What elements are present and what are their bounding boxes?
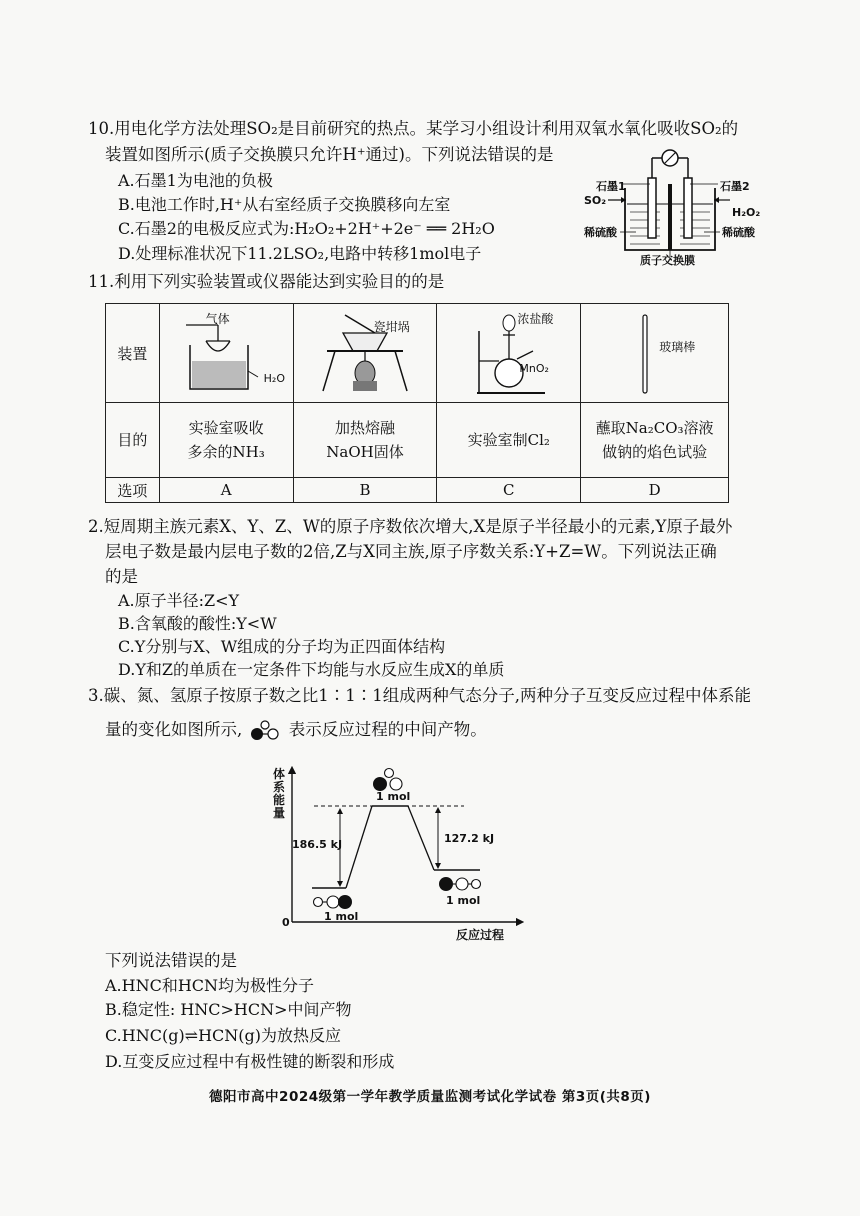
- q10-option-d: D.处理标准状况下11.2LSO₂,电路中转移1mol电子: [118, 244, 482, 263]
- q13-stem-line1: 3.碳、氮、氢原子按原子数之比1∶1∶1组成两种气态分子,两种分子互变反应过程中体系能: [88, 686, 751, 705]
- glass-rod-icon: [595, 311, 715, 395]
- q12-stem-line3: 的是: [105, 567, 138, 586]
- q13-barrier-left-label: 186.5 kJ: [292, 838, 343, 851]
- q11-stem: 11.利用下列实验装置或仪器能达到实验目的的是: [88, 272, 445, 291]
- q13-stem-line2: [105, 719, 487, 742]
- q13-xlabel: 反应过程: [456, 928, 505, 942]
- q13-stem-line2-before: 量的变化如图所示,: [105, 720, 243, 739]
- q13-left-mol-label: 1 mol: [324, 910, 359, 923]
- q11-device-a: [159, 304, 293, 403]
- q11-c-mno2-label: MnO₂: [519, 362, 549, 375]
- q11-device-d: [581, 304, 729, 403]
- q10-option-b: B.电池工作时,H⁺从右室经质子交换膜移向左室: [118, 195, 451, 214]
- q10-figure-caption: 质子交换膜: [640, 254, 695, 267]
- q13-origin: 0: [282, 916, 290, 929]
- q10-right-solution-label: 稀硫酸: [722, 226, 755, 239]
- q10-left-input-label: SO₂: [584, 194, 607, 207]
- q11-goal-a-line1: 实验室吸收: [188, 419, 264, 437]
- q11-goal-b: [293, 403, 437, 478]
- q11-d-rod-label: 玻璃棒: [659, 340, 696, 354]
- q13-ylabel: 体系能量: [273, 767, 286, 820]
- q11-goal-row-label: 目的: [106, 403, 160, 478]
- q12-option-a: A.原子半径:Z<Y: [118, 591, 240, 610]
- q11-goal-row: [106, 403, 729, 478]
- q11-table: [105, 303, 729, 503]
- q11-option-d: D: [581, 478, 729, 503]
- q13-barrier-right-label: 127.2 kJ: [444, 832, 495, 845]
- q11-option-a: A: [159, 478, 293, 503]
- q12-option-d: D.Y和Z的单质在一定条件下均能与水反应生成X的单质: [118, 660, 505, 679]
- q11-device-b: [293, 304, 437, 403]
- q11-option-row: [106, 478, 729, 503]
- q11-goal-a-line2: 多余的NH₃: [187, 443, 265, 461]
- q11-goal-b-line2: NaOH固体: [326, 443, 404, 461]
- q11-b-crucible-label: 瓷坩埚: [373, 320, 410, 334]
- q13-sub-stem: 下列说法错误的是: [105, 951, 237, 970]
- q11-device-row: [106, 304, 729, 403]
- q10-left-solution-label: 稀硫酸: [584, 226, 617, 239]
- q12-option-c: C.Y分别与X、W组成的分子均为正四面体结构: [118, 637, 446, 656]
- q12-stem-line1: 2.短周期主族元素X、Y、Z、W的原子序数依次增大,X是原子半径最小的元素,Y原子最外: [88, 517, 733, 536]
- q11-goal-c-line1: 实验室制Cl₂: [467, 431, 550, 449]
- q11-a-water-label: H₂O: [263, 372, 285, 385]
- q11-goal-c: [437, 403, 581, 478]
- q11-device-c: [437, 304, 581, 403]
- q10-left-electrode-label: 石墨1: [596, 180, 626, 193]
- q11-goal-a: [159, 403, 293, 478]
- q11-goal-d-line1: 蘸取Na₂CO₃溶液: [595, 419, 714, 437]
- q13-option-b: B.稳定性: HNC>HCN>中间产物: [105, 1000, 352, 1019]
- q10-right-input-label: H₂O₂: [732, 206, 761, 219]
- q13-right-mol-label: 1 mol: [446, 894, 481, 907]
- q11-option-row-label: 选项: [106, 478, 160, 503]
- q10-stem-line1: 10.用电化学方法处理SO₂是目前研究的热点。某学习小组设计利用双氧水氧化吸收SO₂的: [88, 119, 739, 138]
- q12-option-b: B.含氧酸的酸性:Y<W: [118, 614, 277, 633]
- q13-option-c: C.HNC(g)⇌HCN(g)为放热反应: [105, 1026, 342, 1045]
- q13-stem-line2-after: 表示反应过程的中间产物。: [288, 720, 487, 739]
- page-footer: 德阳市高中2024级第一学年教学质量监测考试化学试卷 第3页(共8页): [209, 1089, 651, 1105]
- q10-right-electrode-label: 石墨2: [720, 180, 750, 193]
- q11-goal-d: [581, 403, 729, 478]
- q13-option-a: A.HNC和HCN均为极性分子: [105, 976, 315, 995]
- q11-goal-b-line1: 加热熔融: [334, 419, 395, 437]
- q11-option-b: B: [293, 478, 437, 503]
- q11-option-c: C: [437, 478, 581, 503]
- intermediate-molecule-icon: [248, 720, 284, 742]
- q10-stem-line2: 装置如图所示(质子交换膜只允许H⁺通过)。下列说法错误的是: [105, 145, 554, 164]
- q13-energy-diagram: [270, 762, 530, 948]
- q13-top-mol-label: 1 mol: [376, 790, 411, 803]
- q11-device-row-label: 装置: [106, 304, 160, 403]
- q12-stem-line2: 层电子数是最内层电子数的2倍,Z与X同主族,原子序数关系:Y+Z=W。下列说法正确: [105, 542, 717, 561]
- q11-a-gas-label: 气体: [205, 312, 230, 326]
- q11-goal-d-line2: 做钠的焰色试验: [602, 443, 708, 461]
- q10-option-c: C.石墨2的电极反应式为:H₂O₂+2H⁺+2e⁻ ══ 2H₂O: [118, 219, 495, 238]
- q11-c-acid-label: 浓盐酸: [517, 312, 554, 326]
- q10-option-a: A.石墨1为电池的负极: [118, 171, 273, 190]
- q13-option-d: D.互变反应过程中有极性键的断裂和形成: [105, 1052, 395, 1071]
- q10-cell-figure: [580, 148, 770, 268]
